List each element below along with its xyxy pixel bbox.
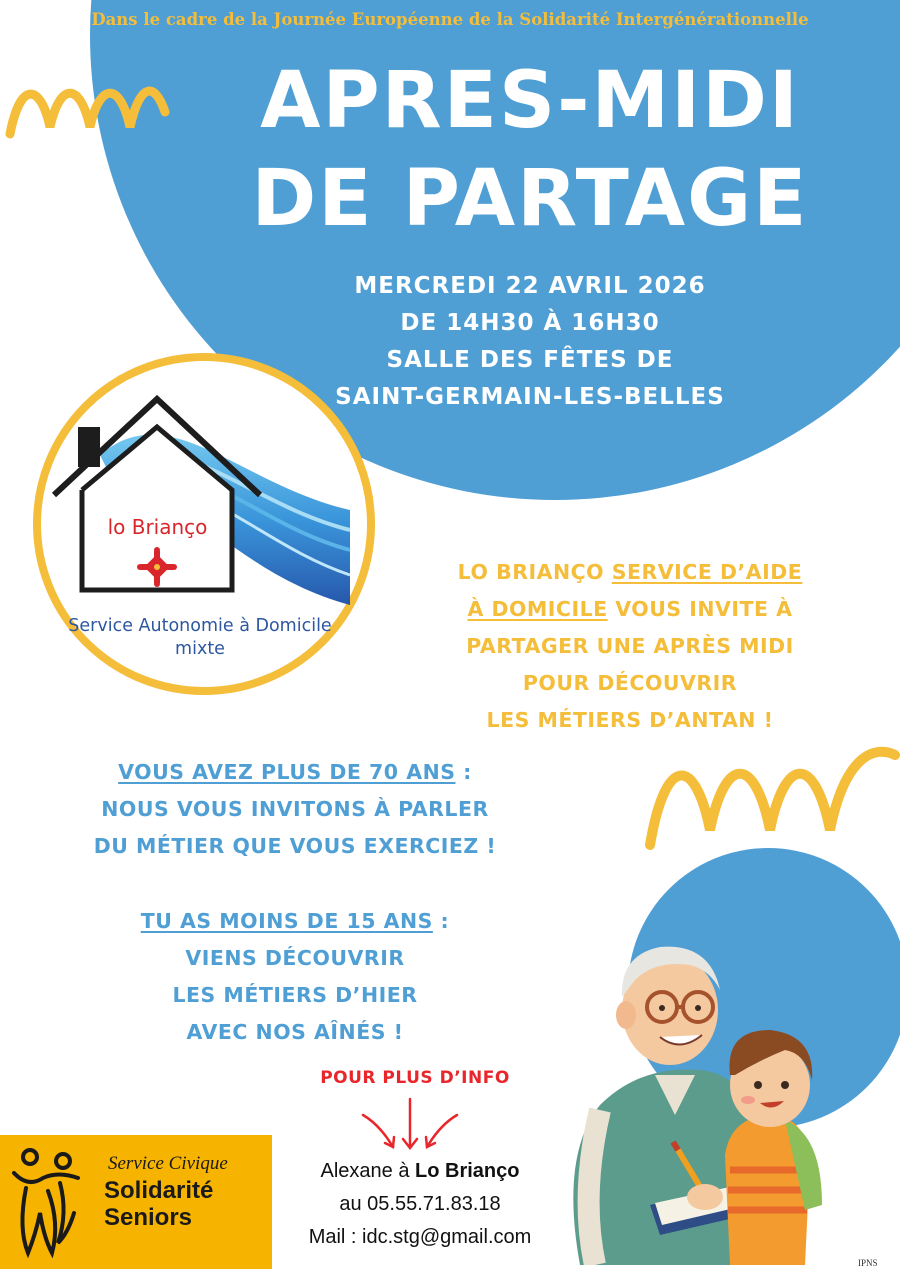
house-logo — [40, 385, 360, 615]
contact-info — [270, 1155, 570, 1254]
youth-block — [30, 903, 560, 1051]
badge-line3: Seniors — [104, 1204, 193, 1231]
contact-email[interactable]: Mail : idc.stg@gmail.com — [308, 1226, 532, 1248]
logo-subtitle-line2: mixte — [175, 639, 225, 659]
people-logo-icon — [8, 1143, 98, 1263]
tagline: Dans le cadre de la Journée Européenne de la Solidarité Intergénérationnelle — [91, 10, 809, 29]
ipns-mark: IPNS — [858, 1258, 878, 1268]
event-venue-line2: SAINT-GERMAIN-LES-BELLES — [335, 384, 725, 410]
invitation-line1a: LO BRIANÇO — [457, 560, 612, 584]
badge-title — [104, 1177, 213, 1231]
seniors-line2: NOUS VOUS INVITONS À PARLER — [101, 797, 489, 821]
invitation-line2b: VOUS INVITE À — [607, 597, 793, 621]
arrows-down-icon — [355, 1095, 465, 1157]
info-title: POUR PLUS D’INFO — [320, 1068, 510, 1088]
event-time: DE 14H30 À 16H30 — [400, 310, 660, 336]
invitation-line2a: À DOMICILE — [467, 597, 608, 621]
logo-subtitle — [45, 615, 355, 661]
grandfather-child-illustration — [560, 935, 845, 1265]
invitation-line4: POUR DÉCOUVRIR — [522, 671, 738, 695]
youth-line2: VIENS DÉCOUVRIR — [185, 946, 405, 970]
contact-phone[interactable]: au 05.55.71.83.18 — [339, 1193, 501, 1215]
event-date: MERCREDI 22 AVRIL 2026 — [354, 273, 706, 299]
event-venue-line1: SALLE DES FÊTES DE — [386, 347, 674, 373]
invitation-line5: LES MÉTIERS D’ANTAN ! — [486, 708, 774, 732]
youth-line3: LES MÉTIERS D’HIER — [172, 983, 418, 1007]
logo-name: lo Brianço — [107, 515, 208, 539]
seniors-heading: VOUS AVEZ PLUS DE 70 ANS — [118, 760, 456, 784]
contact-org: Lo Brianço — [415, 1160, 520, 1182]
seniors-line3: DU MÉTIER QUE VOUS EXERCIEZ ! — [93, 834, 497, 858]
logo-subtitle-line1: Service Autonomie à Domicile — [68, 616, 332, 636]
seniors-block — [30, 754, 560, 865]
youth-heading: TU AS MOINS DE 15 ANS — [140, 909, 433, 933]
invitation-line3: PARTAGER UNE APRÈS MIDI — [466, 634, 794, 658]
page-title-line1: APRES-MIDI — [260, 56, 800, 146]
youth-colon: : — [432, 909, 450, 933]
badge-line2: Solidarité — [104, 1177, 214, 1204]
seniors-colon: : — [455, 760, 472, 784]
page-title-line2: DE PARTAGE — [251, 154, 809, 244]
squiggle-left-decoration — [5, 72, 170, 142]
badge-line1: Service Civique — [108, 1153, 228, 1174]
invitation-line1b: SERVICE D’AIDE — [611, 560, 803, 584]
youth-line4: AVEC NOS AÎNÉS ! — [186, 1020, 404, 1044]
contact-prefix: Alexane à — [320, 1160, 416, 1182]
squiggle-right-decoration — [640, 735, 900, 865]
invitation-text — [410, 554, 850, 739]
